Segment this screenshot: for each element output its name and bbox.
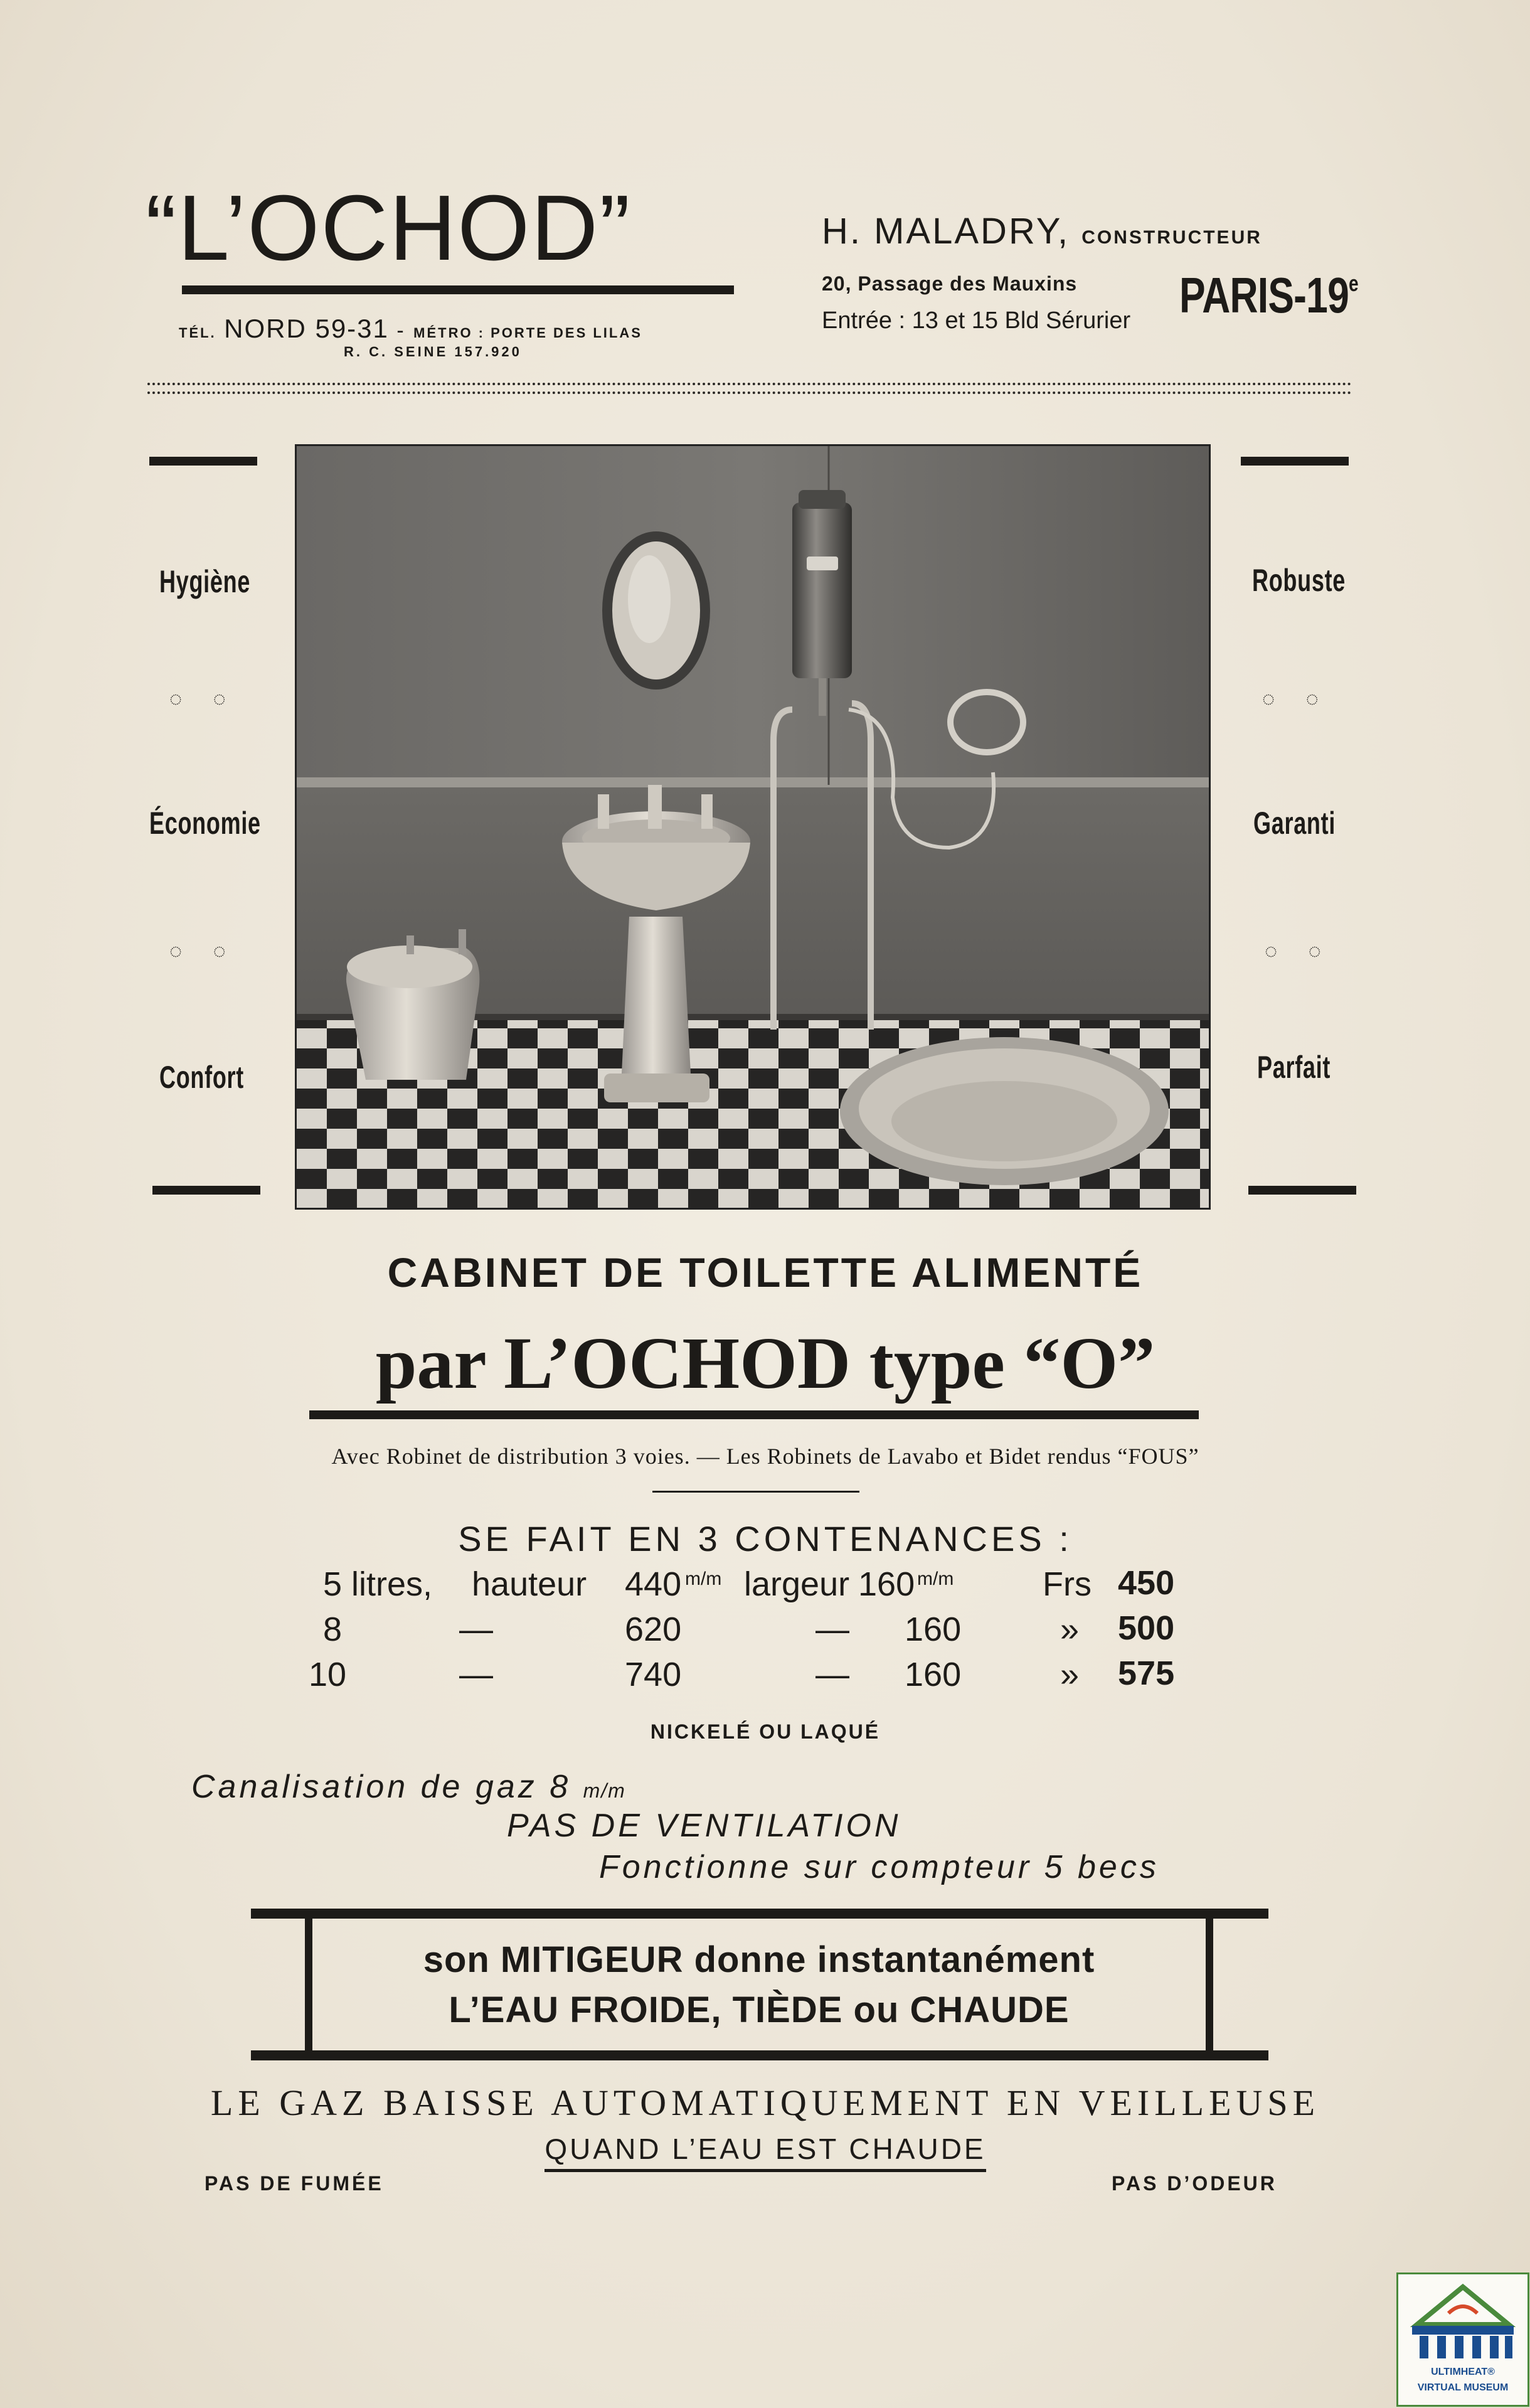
spec-price-label: » [1060,1611,1080,1648]
spec-price-label: Frs [1043,1565,1092,1603]
ornament-left-2: ◌ ◌ [169,939,238,963]
dotted-divider-bottom [147,392,1352,394]
title-cabinet: CABINET DE TOILETTE ALIMENTÉ [387,1249,1144,1296]
tel-label: TÉL. [179,325,216,341]
address-line-1: 20, Passage des Mauxins [822,272,1078,295]
side-word-parfait: Parfait [1257,1050,1331,1085]
spec-height-label: — [459,1656,493,1693]
logo-line-2: VIRTUAL MUSEUM [1417,2382,1509,2393]
canalisation-unit: m/m [583,1779,626,1802]
robinet-note: Avec Robinet de distribution 3 voies. — Les Robinets de Lavabo et Bidet rendus “FOUS” [331,1444,1199,1469]
city-name: PARIS-19 [1179,267,1349,323]
tel-number: NORD 59-31 [224,314,389,343]
spec-price: 450 [1118,1564,1175,1602]
registry-number: R. C. SEINE 157.920 [344,344,522,360]
spec-height-label: hauteur [472,1565,587,1603]
city [1179,267,1358,324]
spec-price-label: » [1060,1656,1080,1693]
spec-width-label: — [815,1611,849,1648]
side-word-hygiene: Hygiène [159,564,251,599]
canalisation-line [191,1768,626,1806]
metro-label: MÉTRO : PORTE DES LILAS [413,325,642,341]
right-bar-top [1241,457,1349,466]
side-word-confort: Confort [159,1060,244,1095]
dotted-divider-top [147,383,1352,385]
no-ventilation: PAS DE VENTILATION [507,1808,901,1844]
spec-height: 740 [625,1656,682,1693]
mitigeur-line-1: son MITIGEUR donne instantanément [423,1939,1095,1980]
museum-icon [1398,2274,1527,2365]
left-bar-bottom [152,1186,260,1195]
spec-width: 160 [905,1656,962,1693]
brand-title: “L’OCHOD” [146,176,632,280]
spec-width-label: largeur [744,1565,850,1603]
address-line-2: Entrée : 13 et 15 Bld Sérurier [822,307,1131,334]
finish-note: NICKELÉ OU LAQUÉ [650,1720,881,1743]
brand-underline [182,285,734,294]
title-underline [309,1410,1199,1419]
spec-litres: 10 [309,1656,347,1693]
spec-height-label: — [459,1611,493,1648]
spec-width: 160 [858,1565,915,1603]
compteur-line: Fonctionne sur compteur 5 becs [599,1849,1159,1885]
maker-role: CONSTRUCTEUR [1081,227,1262,248]
left-bar-top [149,457,257,466]
tel-separator: - [396,319,414,343]
spec-height: 620 [625,1611,682,1648]
spec-litres: 5 litres, [323,1565,433,1603]
mitigeur-line-2: L’EAU FROIDE, TIÈDE ou CHAUDE [449,1990,1070,2030]
quand-eau-chaude [307,2132,1223,2166]
frame-top-rule [251,1909,1268,1919]
gaz-veilleuse: LE GAZ BAISSE AUTOMATIQUEMENT EN VEILLEUSE [210,2082,1320,2123]
bathroom-illustration [295,444,1211,1210]
short-divider [652,1491,859,1493]
frame-right-rule [1206,1919,1213,2052]
side-word-garanti: Garanti [1253,806,1336,841]
spec-height-unit: m/m [685,1569,722,1589]
spec-width-unit: m/m [917,1569,954,1589]
spec-height: 440 [625,1565,682,1603]
bathroom-scene [297,446,1209,1208]
spec-litres: 8 [323,1611,343,1648]
quand-eau-chaude-text: QUAND L’EAU EST CHAUDE [545,2133,985,2172]
side-word-economie: Économie [149,806,261,841]
contenances-heading: SE FAIT EN 3 CONTENANCES : [458,1519,1073,1558]
frame-left-rule [305,1919,312,2052]
logo-line-1: ULTIMHEAT® [1431,2367,1495,2377]
spec-width-label: — [815,1656,849,1693]
side-word-robuste: Robuste [1252,563,1346,598]
ornament-left-1: ◌ ◌ [169,687,238,711]
spec-price: 575 [1118,1654,1175,1692]
spec-width: 160 [905,1611,962,1648]
telephone-line [179,314,642,344]
ornament-right-1: ◌ ◌ [1262,687,1331,711]
city-arrondissement: e [1349,270,1358,296]
title-par-lochod: par L’OCHOD type “O” [375,1322,1155,1404]
ornament-right-2: ◌ ◌ [1265,939,1334,963]
right-bar-bottom [1248,1186,1356,1195]
maker-line [822,210,1262,252]
canalisation-text: Canalisation de gaz 8 [191,1769,571,1805]
pas-de-fumee: PAS DE FUMÉE [205,2172,384,2195]
pas-d-odeur: PAS D’ODEUR [1112,2172,1277,2195]
spec-price: 500 [1118,1609,1175,1647]
maker-name: H. MALADRY, [822,211,1070,252]
ultimheat-logo [1396,2272,1529,2407]
frame-bottom-rule [251,2050,1268,2060]
